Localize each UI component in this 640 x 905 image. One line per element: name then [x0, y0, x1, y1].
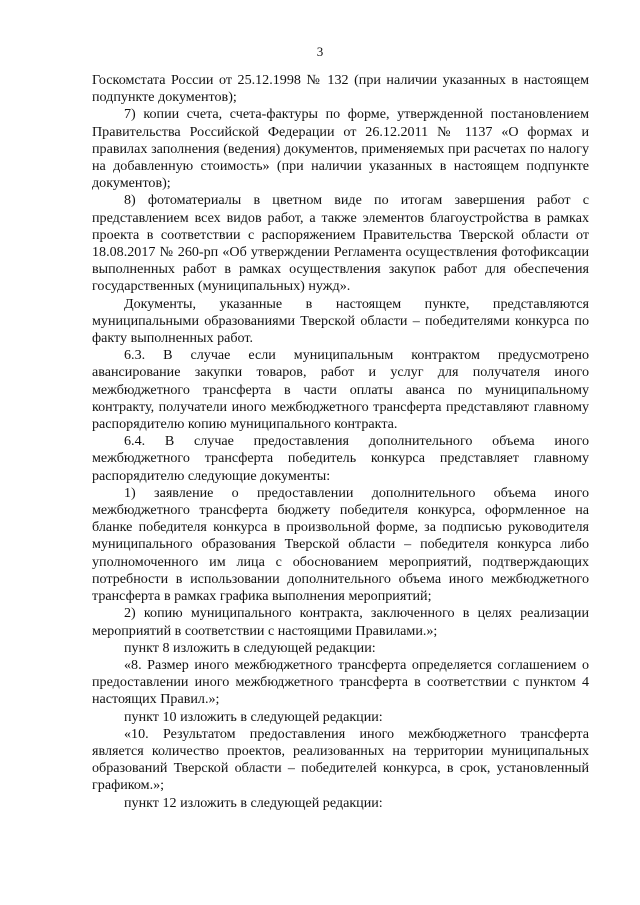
paragraph-6-4-item-2: 2) копию муниципального контракта, заключенного в целях реализации мероприятий в соответствии с настоящими Правилами.»;	[92, 605, 589, 639]
paragraph-amend-10-intro: пункт 10 изложить в следующей редакции:	[124, 708, 383, 725]
paragraph-item-8: 8) фотоматериалы в цветном виде по итогам завершения работ с представлением всех видов работ, а также элементов благоустройства в рамках проекта в соответствии с распоряжением Правительства Тверской области от 18.08.2017 № 260-рп «Об утверждении Регламента осуществления фотофиксации выполненных работ в рамках осуществления закупок работ для обеспечения государственных (муниципальных) нужд».	[92, 192, 589, 295]
paragraph-6-3: 6.3. В случае если муниципальным контрактом предусмотрено авансирование закупки товаров, работ и услуг для получателя иного межбюджетного трансферта в части оплаты аванса по муниципальному контракту, получатели иного межбюджетного трансферта представляют главному распорядителю копию муниципального контракта.	[92, 347, 589, 433]
paragraph-amend-12-intro: пункт 12 изложить в следующей редакции:	[124, 794, 383, 811]
paragraph-documents-note: Документы, указанные в настоящем пункте, представляются муниципальными образованиями Тверской области – победителями конкурса по факту выполненных работ.	[92, 295, 589, 347]
document-body	[92, 72, 589, 812]
paragraph-amend-10-text: «10. Результатом предоставления иного межбюджетного трансферта является количество проектов, реализованных на территории муниципальных образований Тверской области – победителей конкурса, в срок, установленный графиком.»;	[92, 725, 589, 794]
paragraph-amend-8-text: «8. Размер иного межбюджетного трансферта определяется соглашением о предоставлении иного межбюджетного трансферта в соответствии с пунктом 4 настоящих Правил.»;	[92, 656, 589, 708]
paragraph-amend-8-intro: пункт 8 изложить в следующей редакции:	[124, 639, 376, 656]
paragraph-6-4-item-1: 1) заявление о предоставлении дополнительного объема иного межбюджетного трансферта бюджету победителя конкурса, оформленное на бланке победителя конкурса в произвольной форме, за подписью руководителя муниципального образования Тверской области – победителя конкурса либо уполномоченного им лица с обоснованием мероприятий, подтверждающих потребности в использовании дополнительного объема иного межбюджетного трансферта в рамках графика выполнения мероприятий;	[92, 484, 589, 605]
page-number: 3	[316, 44, 324, 59]
paragraph-continuation: Госкомстата России от 25.12.1998 № 132 (при наличии указанных в настоящем подпункте документов);	[92, 72, 589, 106]
paragraph-6-4: 6.4. В случае предоставления дополнительного объема иного межбюджетного трансферта победитель конкурса представляет главному распорядителю следующие документы:	[92, 433, 589, 484]
paragraph-item-7: 7) копии счета, счета-фактуры по форме, утвержденной постановлением Правительства Российской Федерации от 26.12.2011 № 1137 «О формах и правилах заполнения (ведения) документов, применяемых при расчетах по налогу на добавленную стоимость» (при наличии указанных в настоящем подпункте документов);	[92, 106, 589, 192]
